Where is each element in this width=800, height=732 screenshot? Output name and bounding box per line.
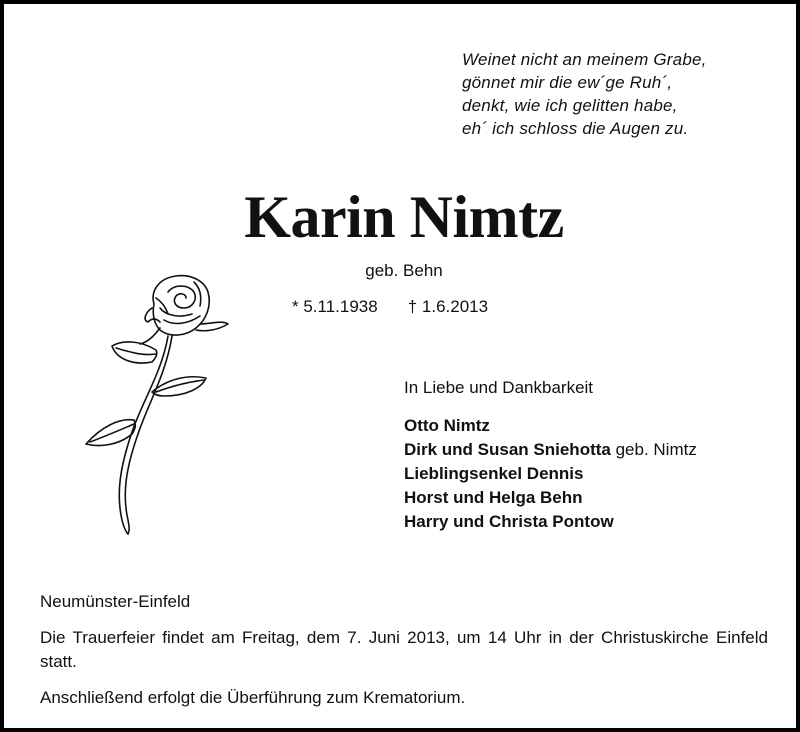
service-info: Die Trauerfeier findet am Freitag, dem 7. Juni 2013, um 14 Uhr in der Christuskirche Einfeld statt. — [40, 628, 768, 671]
poem-line: Weinet nicht an meinem Grabe, — [462, 50, 707, 69]
death-date: † 1.6.2013 — [407, 297, 489, 316]
mourner-note: geb. Nimtz — [610, 440, 697, 459]
list-item — [404, 486, 697, 510]
deceased-name: Karin Nimtz — [244, 184, 564, 250]
transfer-info: Anschließend erfolgt die Überführung zum Krematorium. — [40, 688, 466, 707]
list-item — [404, 510, 697, 534]
birth-date: * 5.11.1938 — [292, 297, 378, 316]
mourner-name: Horst und Helga Behn — [404, 488, 583, 507]
mourner-name: Dirk und Susan Sniehotta — [404, 440, 611, 459]
list-item — [404, 414, 697, 438]
poem-line: eh´ ich schloss die Augen zu. — [462, 119, 689, 138]
life-dates — [292, 296, 488, 318]
maiden-name: geb. Behn — [365, 261, 443, 280]
mourners-list — [404, 376, 697, 534]
mourner-name: Lieblingsenkel Dennis — [404, 464, 584, 483]
poem-line: denkt, wie ich gelitten habe, — [462, 96, 678, 115]
poem — [462, 48, 782, 140]
mourner-name: Harry und Christa Pontow — [404, 512, 614, 531]
poem-line: gönnet mir die ew´ge Ruh´, — [462, 73, 673, 92]
mourners-intro: In Liebe und Dankbarkeit — [404, 378, 594, 397]
list-item — [404, 462, 697, 486]
funeral-details — [40, 590, 768, 722]
location: Neumünster-Einfeld — [40, 592, 191, 611]
mourner-name: Otto Nimtz — [404, 416, 490, 435]
list-item — [404, 438, 697, 462]
rose-icon — [76, 262, 246, 542]
